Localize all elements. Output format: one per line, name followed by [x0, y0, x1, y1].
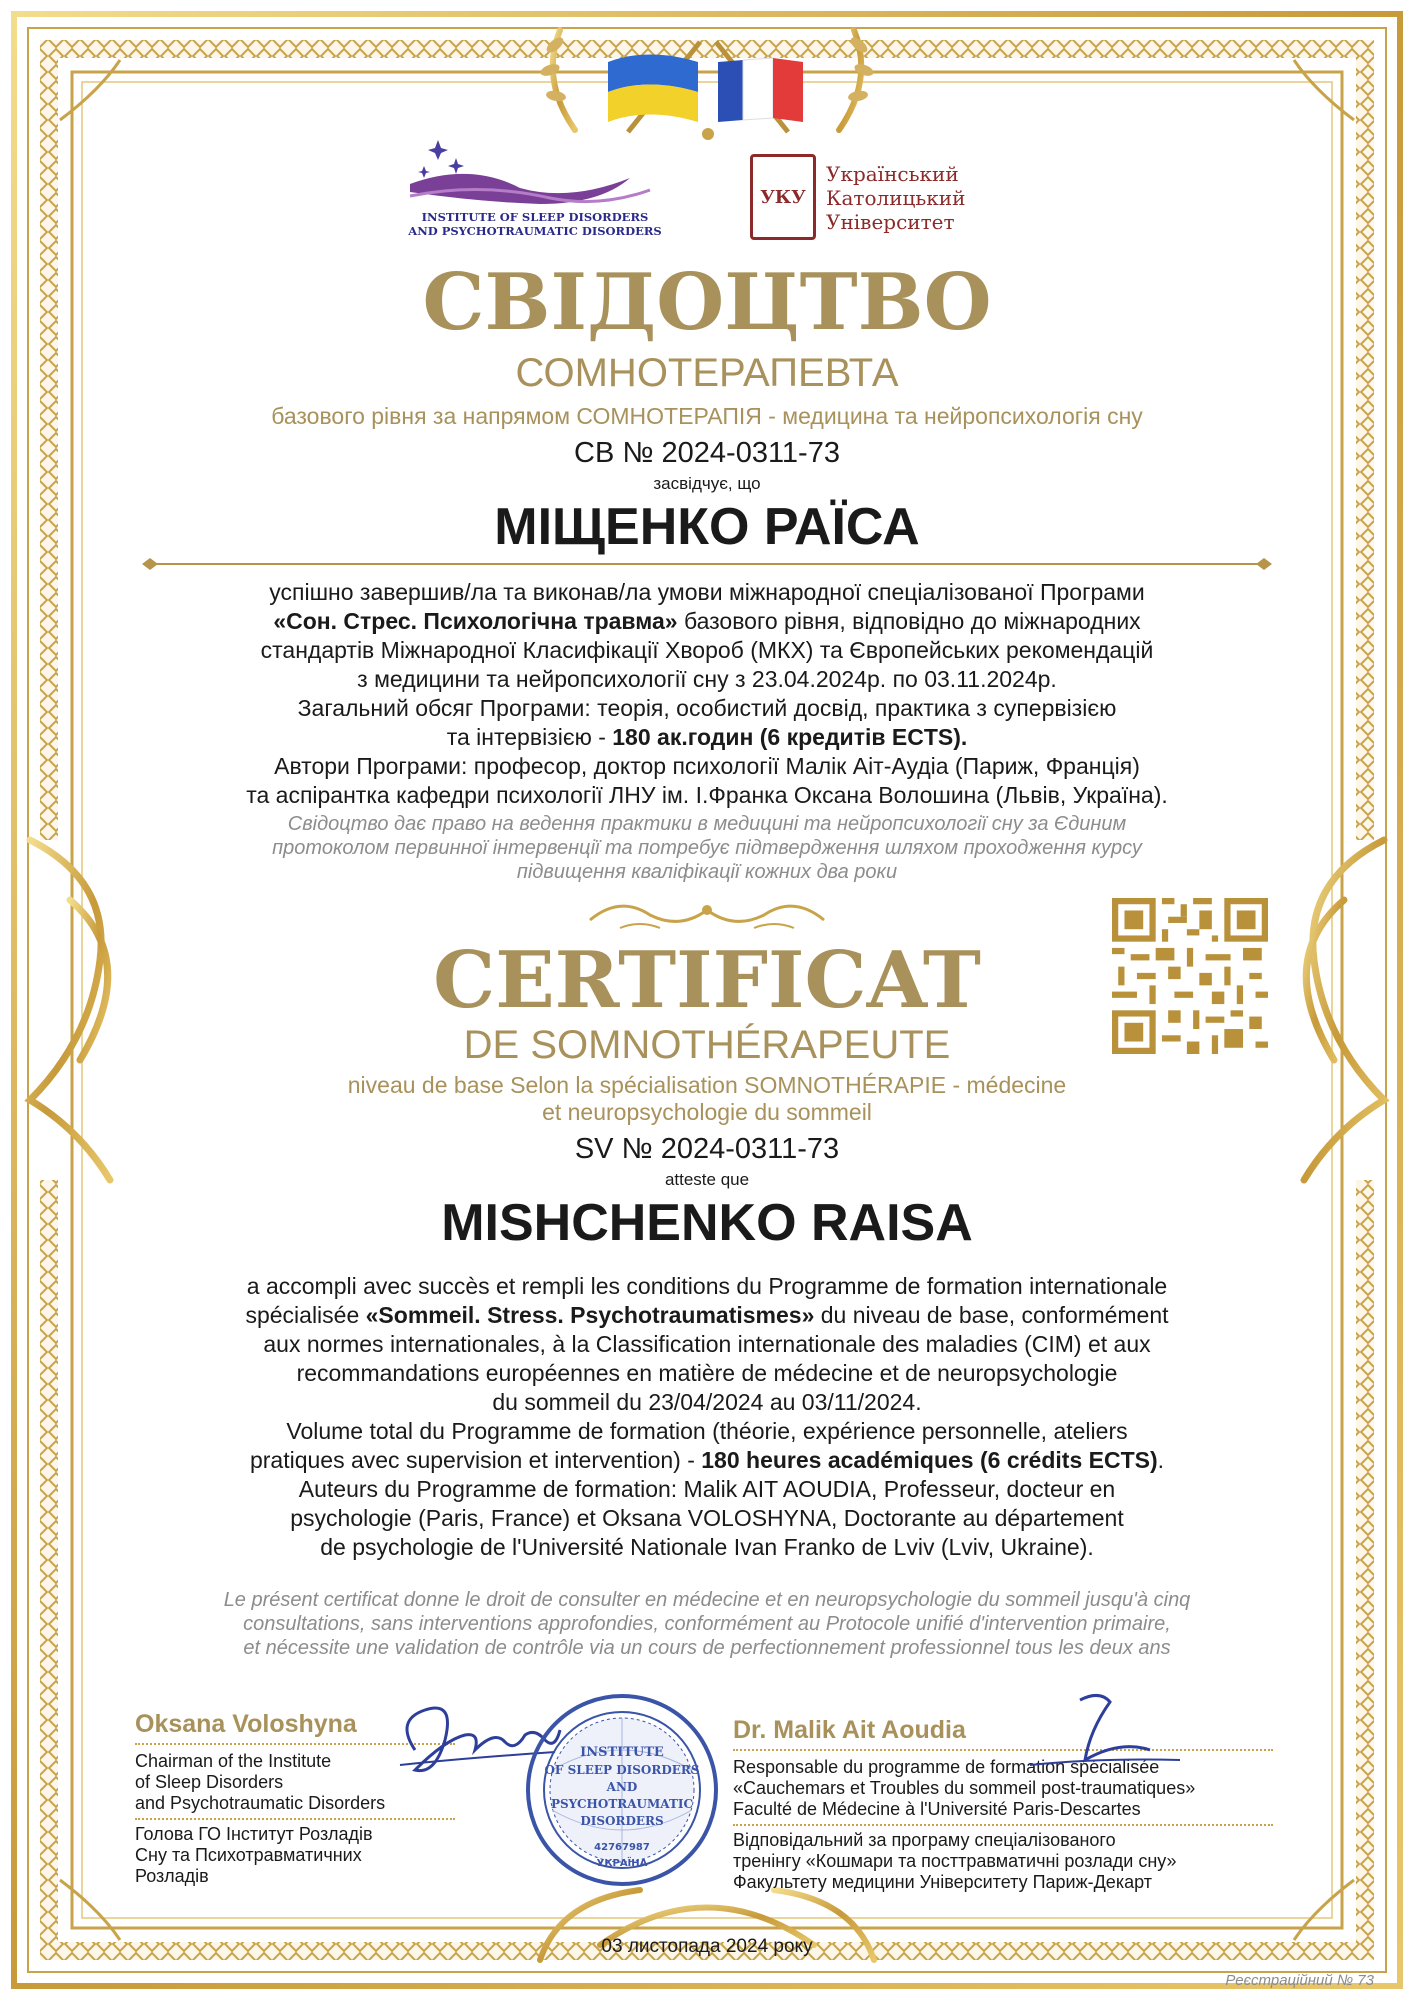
fr-hours: 180 heures académiques (6 crédits ECTS)	[701, 1447, 1158, 1473]
ua-title: СВІДОЦТВО	[422, 257, 992, 348]
fr-body-line7	[110, 1446, 1304, 1475]
ucu-line3: Університет	[826, 210, 955, 234]
fr-note-line2: consultations, sans interventions approfondies, conformément au Protocole unifié d'intervention primaire,	[243, 1613, 1171, 1635]
fr-recipient-name: MISHCHENKO RAISA	[441, 1194, 973, 1252]
fr-subtitle: DE SOMNOTHÉRAPEUTE	[463, 1023, 951, 1067]
stamp-code: 42767987	[594, 1842, 650, 1853]
ucu-emblem-text: УКУ	[760, 186, 806, 208]
center-flourish	[580, 890, 834, 940]
ua-body-line7: Автори Програми: професор, доктор психології Малік Аіт-Аудіа (Париж, Франція)	[274, 753, 1140, 779]
ua-level: базового рівня за напрямом СОМНОТЕРАПІЯ - медицина та нейропсихологія сну	[271, 403, 1143, 429]
signature-right-handwriting	[1010, 1680, 1190, 1780]
ua-divider	[140, 554, 1274, 574]
fr-program-name: «Sommeil. Stress. Psychotraumatismes»	[365, 1302, 815, 1328]
signature-right-fr-1: Responsable du programme de formation spécialisée	[733, 1757, 1160, 1777]
signature-right-fr-2: «Cauchemars et Troubles du sommeil post-traumatiques»	[733, 1778, 1196, 1798]
institute-stamp	[522, 1690, 722, 1890]
fr-note-line1: Le présent certificat donne le droit de consulter en médecine et en neuropsychologie du sommeil jusqu'à cinq	[223, 1589, 1191, 1611]
signature-right-name: Dr. Malik Ait Aoudia	[733, 1716, 966, 1744]
signature-left-name: Oksana Voloshyna	[135, 1710, 357, 1738]
fr-body-line6: Volume total du Programme de formation (théorie, expérience personnelle, ateliers	[286, 1418, 1128, 1444]
signature-left-fr-3: and Psychotraumatic Disorders	[135, 1793, 386, 1813]
ua-note	[150, 812, 1264, 884]
signature-right-ua-2: тренінгу «Кошмари та посттравматичні розлади сну»	[733, 1851, 1177, 1871]
signature-left-ua-3: Розладів	[135, 1866, 209, 1886]
registration-number: Реєстраційний № 73	[1225, 1972, 1374, 1989]
stamp-country: УКРАЇНА	[596, 1858, 648, 1869]
ua-body-line6-pre: та інтервізією -	[446, 724, 613, 750]
stamp-line1: INSTITUTE	[580, 1745, 664, 1760]
ua-body-line2-rest: базового рівня, відповідно до міжнародних	[677, 608, 1141, 634]
institute-logo-mark	[390, 132, 680, 210]
stamp-line3: AND	[606, 1780, 638, 1794]
ua-note-line1: Свідоцтво дає право на ведення практики в медицині та нейропсихології сну за Єдиним	[287, 813, 1127, 835]
ua-body-line3: стандартів Міжнародної Класифікації Хвороб (МКХ) та Європейських рекомендацій	[260, 637, 1154, 663]
fr-body-line1: a accompli avec succès et rempli les conditions du Programme de formation internationale	[246, 1273, 1168, 1299]
institute-logo-line2: AND PSYCHOTRAUMATIC DISORDERS	[408, 224, 662, 238]
fr-attests: atteste que	[664, 1170, 750, 1189]
ua-hours: 180 ак.годин (6 кредитів ECTS).	[612, 724, 968, 750]
signature-left-ua-2: Сну та Психотравматичних	[135, 1845, 362, 1865]
signature-right-ua-1: Відповідальний за програму спеціалізованого	[733, 1830, 1116, 1850]
stamp-line2: OF SLEEP DISORDERS	[544, 1763, 700, 1777]
issue-date: 03 листопада 2024 року	[601, 1936, 813, 1957]
ua-body-line8: та аспірантка кафедри психології ЛНУ ім. І.Франка Оксана Волошина (Львів, Україна).	[246, 782, 1168, 808]
fr-body-line5: du sommeil du 23/04/2024 au 03/11/2024.	[492, 1389, 922, 1415]
ua-note-line2: протоколом первинної інтервенції та потребує підтвердження шляхом проходження курсу	[272, 837, 1142, 859]
ukraine-france-flags	[588, 22, 828, 142]
fr-number: SV № 2024-0311-73	[574, 1133, 840, 1165]
fr-title: CERTIFICAT	[433, 935, 981, 1026]
fr-body	[110, 1272, 1304, 1562]
fr-note	[110, 1588, 1304, 1660]
fr-body-line10: de psychologie de l'Université Nationale Ivan Franko de Lviv (Lviv, Ukraine).	[320, 1534, 1094, 1560]
institute-logo	[390, 132, 680, 252]
fr-body-line9: psychologie (Paris, France) et Oksana VOLOSHYNA, Doctorante au département	[290, 1505, 1124, 1531]
fr-body-line2	[110, 1301, 1304, 1330]
ua-attests: засвідчує, що	[653, 474, 761, 493]
fr-body-line7-post: .	[1157, 1447, 1165, 1473]
ua-subtitle: СОМНОТЕРАПЕВТА	[515, 351, 899, 395]
ua-body-line6	[120, 723, 1294, 752]
fr-level-line2: et neuropsychologie du sommeil	[542, 1099, 872, 1125]
fr-body-line4: recommandations européennes en matière de médecine et de neuropsychologie	[296, 1360, 1118, 1386]
fr-body-line2-rest: du niveau de base, conformément	[814, 1302, 1169, 1328]
ucu-emblem	[750, 154, 816, 240]
ua-note-line3: підвищення кваліфікації кожних два роки	[516, 861, 898, 883]
ua-recipient-name: МІЩЕНКО РАЇСА	[494, 498, 920, 556]
ucu-line1: Український	[826, 162, 959, 186]
fr-body-line8: Auteurs du Programme de formation: Malik AIT AOUDIA, Professeur, docteur en	[298, 1476, 1116, 1502]
stamp-line5: DISORDERS	[580, 1814, 664, 1828]
signature-left-ua-1: Голова ГО Інститут Розладів	[135, 1824, 373, 1844]
ua-body	[120, 578, 1294, 810]
fr-body-line2-pre: spécialisée	[245, 1302, 366, 1328]
fr-level-line1: niveau de base Selon la spécialisation SOMNOTHÉRAPIE - médecine	[347, 1072, 1067, 1098]
signature-left-fr-1: Chairman of the Institute	[135, 1751, 332, 1771]
ua-body-line4: з медицини та нейропсихології сну з 23.04.2024р. по 03.11.2024р.	[357, 666, 1057, 692]
fr-body-line3: aux normes internationales, à la Classification internationale des maladies (CIM) et aux	[263, 1331, 1151, 1357]
signature-left-fr-2: of Sleep Disorders	[135, 1772, 284, 1792]
fr-note-line3: et nécessite une validation de contrôle via un cours de perfectionnement professionnel tous les deux ans	[243, 1637, 1171, 1659]
ua-body-line2	[120, 607, 1294, 636]
signature-right-fr-3: Faculté de Médecine à l'Université Paris-Descartes	[733, 1799, 1141, 1819]
ua-body-line5: Загальний обсяг Програми: теорія, особистий досвід, практика з супервізією	[297, 695, 1117, 721]
institute-logo-line1: INSTITUTE OF SLEEP DISORDERS	[421, 210, 649, 224]
ua-body-line1: успішно завершив/ла та виконав/ла умови міжнародної спеціалізованої Програми	[269, 579, 1145, 605]
ua-program-name: «Сон. Стрес. Психологічна травма»	[273, 608, 678, 634]
fr-body-line7-pre: pratiques avec supervision et intervention) -	[249, 1447, 702, 1473]
signature-right-ua-3: Факультету медицини Університету Париж-Декарт	[733, 1872, 1152, 1892]
ucu-logo	[750, 148, 1030, 248]
ucu-line2: Католицький	[826, 186, 966, 210]
ua-number: СВ № 2024-0311-73	[574, 437, 840, 469]
stamp-line4: PSYCHOTRAUMATIC	[550, 1797, 694, 1811]
